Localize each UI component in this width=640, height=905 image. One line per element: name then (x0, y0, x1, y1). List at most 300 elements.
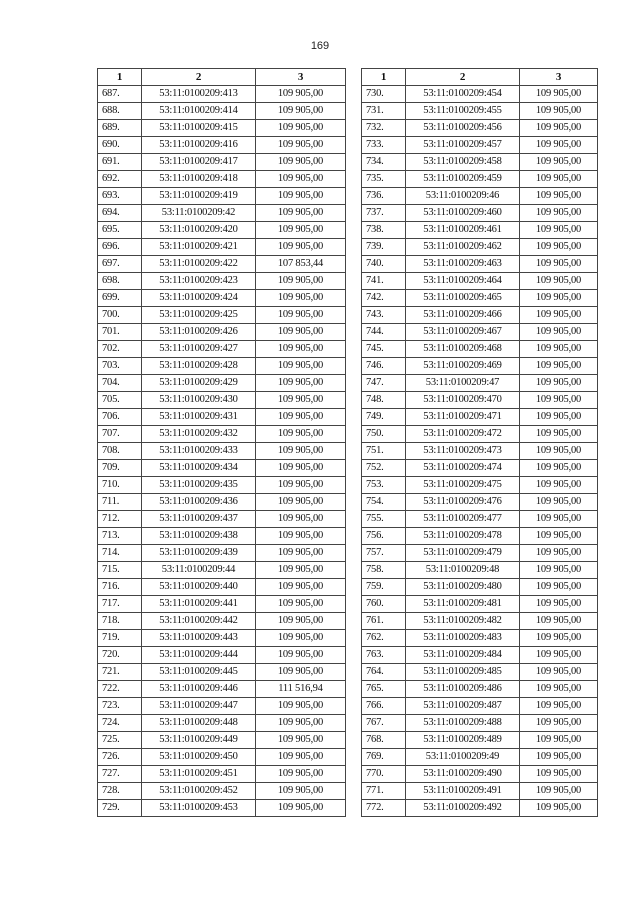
row-number: 722. (98, 681, 142, 698)
cadastral-number: 53:11:0100209:470 (406, 392, 520, 409)
cadastral-value: 109 905,00 (520, 290, 598, 307)
table-row (98, 222, 346, 239)
cadastral-value: 109 905,00 (520, 86, 598, 103)
table-row (98, 596, 346, 613)
row-number: 694. (98, 205, 142, 222)
table-row (98, 307, 346, 324)
row-number: 701. (98, 324, 142, 341)
cadastral-number: 53:11:0100209:449 (142, 732, 256, 749)
cadastral-number: 53:11:0100209:477 (406, 511, 520, 528)
row-number: 688. (98, 103, 142, 120)
register-table-left (97, 68, 346, 817)
cadastral-number: 53:11:0100209:451 (142, 766, 256, 783)
cadastral-value: 109 905,00 (520, 647, 598, 664)
cadastral-number: 53:11:0100209:468 (406, 341, 520, 358)
cadastral-value: 109 905,00 (520, 324, 598, 341)
cadastral-number: 53:11:0100209:417 (142, 154, 256, 171)
cadastral-number: 53:11:0100209:438 (142, 528, 256, 545)
cadastral-value: 109 905,00 (256, 239, 346, 256)
row-number: 738. (362, 222, 406, 239)
cadastral-number: 53:11:0100209:442 (142, 613, 256, 630)
table-row (362, 494, 598, 511)
cadastral-number: 53:11:0100209:49 (406, 749, 520, 766)
cadastral-value: 109 905,00 (520, 545, 598, 562)
table-row (98, 528, 346, 545)
row-number: 718. (98, 613, 142, 630)
cadastral-number: 53:11:0100209:422 (142, 256, 256, 273)
cadastral-number: 53:11:0100209:425 (142, 307, 256, 324)
row-number: 704. (98, 375, 142, 392)
table-row (98, 426, 346, 443)
cadastral-number: 53:11:0100209:453 (142, 800, 256, 817)
row-number: 769. (362, 749, 406, 766)
cadastral-number: 53:11:0100209:461 (406, 222, 520, 239)
register-table-right (361, 68, 598, 817)
table-row (98, 256, 346, 273)
cadastral-number: 53:11:0100209:481 (406, 596, 520, 613)
row-number: 759. (362, 579, 406, 596)
row-number: 715. (98, 562, 142, 579)
row-number: 732. (362, 120, 406, 137)
row-number: 766. (362, 698, 406, 715)
row-number: 753. (362, 477, 406, 494)
row-number: 757. (362, 545, 406, 562)
cadastral-value: 109 905,00 (520, 222, 598, 239)
row-number: 751. (362, 443, 406, 460)
cadastral-value: 109 905,00 (520, 749, 598, 766)
cadastral-value: 109 905,00 (256, 205, 346, 222)
row-number: 746. (362, 358, 406, 375)
table-row (362, 443, 598, 460)
table-row (362, 477, 598, 494)
cadastral-number: 53:11:0100209:484 (406, 647, 520, 664)
row-number: 687. (98, 86, 142, 103)
cadastral-value: 109 905,00 (520, 630, 598, 647)
cadastral-number: 53:11:0100209:471 (406, 409, 520, 426)
cadastral-value: 109 905,00 (256, 341, 346, 358)
cadastral-number: 53:11:0100209:434 (142, 460, 256, 477)
cadastral-value: 109 905,00 (520, 205, 598, 222)
cadastral-number: 53:11:0100209:466 (406, 307, 520, 324)
cadastral-value: 109 905,00 (520, 341, 598, 358)
cadastral-number: 53:11:0100209:427 (142, 341, 256, 358)
table-row (362, 579, 598, 596)
table-row (362, 630, 598, 647)
cadastral-value: 109 905,00 (520, 783, 598, 800)
cadastral-number: 53:11:0100209:472 (406, 426, 520, 443)
table-row (98, 749, 346, 766)
cadastral-number: 53:11:0100209:465 (406, 290, 520, 307)
table-row (362, 273, 598, 290)
cadastral-number: 53:11:0100209:437 (142, 511, 256, 528)
row-number: 696. (98, 239, 142, 256)
table-row (362, 783, 598, 800)
table-row (98, 171, 346, 188)
row-number: 744. (362, 324, 406, 341)
cadastral-number: 53:11:0100209:456 (406, 120, 520, 137)
row-number: 765. (362, 681, 406, 698)
table-row (98, 341, 346, 358)
cadastral-value: 109 905,00 (520, 715, 598, 732)
cadastral-value: 109 905,00 (256, 120, 346, 137)
cadastral-number: 53:11:0100209:458 (406, 154, 520, 171)
column-header-value: 3 (520, 69, 598, 86)
cadastral-number: 53:11:0100209:429 (142, 375, 256, 392)
table-row (98, 545, 346, 562)
row-number: 758. (362, 562, 406, 579)
cadastral-number: 53:11:0100209:443 (142, 630, 256, 647)
table-row (98, 800, 346, 817)
table-row (362, 664, 598, 681)
row-number: 729. (98, 800, 142, 817)
cadastral-value: 109 905,00 (256, 562, 346, 579)
table-row (362, 375, 598, 392)
column-header-number: 1 (98, 69, 142, 86)
cadastral-value: 109 905,00 (256, 613, 346, 630)
table-row (362, 426, 598, 443)
table-row (98, 273, 346, 290)
table-row (98, 698, 346, 715)
cadastral-number: 53:11:0100209:445 (142, 664, 256, 681)
table-row (98, 494, 346, 511)
cadastral-value: 109 905,00 (520, 426, 598, 443)
cadastral-value: 107 853,44 (256, 256, 346, 273)
cadastral-value: 109 905,00 (256, 154, 346, 171)
cadastral-number: 53:11:0100209:455 (406, 103, 520, 120)
table-row (362, 766, 598, 783)
cadastral-value: 109 905,00 (520, 766, 598, 783)
cadastral-number: 53:11:0100209:433 (142, 443, 256, 460)
cadastral-value: 109 905,00 (520, 171, 598, 188)
table-row (362, 171, 598, 188)
cadastral-number: 53:11:0100209:441 (142, 596, 256, 613)
cadastral-number: 53:11:0100209:432 (142, 426, 256, 443)
row-number: 703. (98, 358, 142, 375)
table-row (98, 120, 346, 137)
table-row (98, 647, 346, 664)
cadastral-value: 109 905,00 (520, 494, 598, 511)
cadastral-number: 53:11:0100209:478 (406, 528, 520, 545)
table-row (98, 239, 346, 256)
cadastral-number: 53:11:0100209:467 (406, 324, 520, 341)
table-row (362, 460, 598, 477)
table-row (98, 103, 346, 120)
table-row (362, 392, 598, 409)
row-number: 705. (98, 392, 142, 409)
cadastral-value: 109 905,00 (520, 392, 598, 409)
cadastral-value: 109 905,00 (256, 511, 346, 528)
cadastral-value: 109 905,00 (256, 103, 346, 120)
table-row (98, 579, 346, 596)
cadastral-value: 109 905,00 (256, 477, 346, 494)
table-row (98, 409, 346, 426)
cadastral-value: 109 905,00 (520, 443, 598, 460)
cadastral-value: 109 905,00 (256, 86, 346, 103)
table-row (98, 290, 346, 307)
cadastral-value: 109 905,00 (256, 137, 346, 154)
cadastral-number: 53:11:0100209:423 (142, 273, 256, 290)
row-number: 716. (98, 579, 142, 596)
row-number: 708. (98, 443, 142, 460)
cadastral-number: 53:11:0100209:483 (406, 630, 520, 647)
row-number: 735. (362, 171, 406, 188)
table-row (98, 715, 346, 732)
cadastral-value: 109 905,00 (520, 511, 598, 528)
cadastral-number: 53:11:0100209:490 (406, 766, 520, 783)
row-number: 719. (98, 630, 142, 647)
cadastral-value: 109 905,00 (520, 698, 598, 715)
row-number: 700. (98, 307, 142, 324)
table-row (98, 562, 346, 579)
cadastral-number: 53:11:0100209:469 (406, 358, 520, 375)
row-number: 736. (362, 188, 406, 205)
cadastral-number: 53:11:0100209:419 (142, 188, 256, 205)
row-number: 697. (98, 256, 142, 273)
row-number: 691. (98, 154, 142, 171)
cadastral-number: 53:11:0100209:450 (142, 749, 256, 766)
table-header-row (98, 69, 346, 86)
table-row (362, 341, 598, 358)
cadastral-number: 53:11:0100209:464 (406, 273, 520, 290)
row-number: 714. (98, 545, 142, 562)
cadastral-value: 109 905,00 (256, 664, 346, 681)
table-row (98, 766, 346, 783)
right-table-body (362, 86, 598, 817)
cadastral-value: 109 905,00 (256, 596, 346, 613)
table-row (362, 154, 598, 171)
row-number: 723. (98, 698, 142, 715)
cadastral-number: 53:11:0100209:444 (142, 647, 256, 664)
table-row (98, 681, 346, 698)
cadastral-number: 53:11:0100209:476 (406, 494, 520, 511)
row-number: 763. (362, 647, 406, 664)
row-number: 711. (98, 494, 142, 511)
cadastral-value: 109 905,00 (256, 528, 346, 545)
cadastral-value: 109 905,00 (520, 596, 598, 613)
row-number: 690. (98, 137, 142, 154)
row-number: 743. (362, 307, 406, 324)
row-number: 734. (362, 154, 406, 171)
row-number: 720. (98, 647, 142, 664)
cadastral-value: 111 516,94 (256, 681, 346, 698)
row-number: 764. (362, 664, 406, 681)
row-number: 726. (98, 749, 142, 766)
row-number: 770. (362, 766, 406, 783)
table-row (362, 545, 598, 562)
cadastral-number: 53:11:0100209:487 (406, 698, 520, 715)
table-row (362, 647, 598, 664)
table-row (362, 596, 598, 613)
table-row (98, 783, 346, 800)
cadastral-value: 109 905,00 (256, 545, 346, 562)
cadastral-value: 109 905,00 (256, 749, 346, 766)
column-header-value: 3 (256, 69, 346, 86)
table-row (98, 630, 346, 647)
cadastral-value: 109 905,00 (256, 358, 346, 375)
cadastral-value: 109 905,00 (256, 426, 346, 443)
row-number: 760. (362, 596, 406, 613)
cadastral-value: 109 905,00 (520, 732, 598, 749)
cadastral-value: 109 905,00 (256, 630, 346, 647)
cadastral-value: 109 905,00 (256, 171, 346, 188)
row-number: 750. (362, 426, 406, 443)
cadastral-value: 109 905,00 (520, 477, 598, 494)
cadastral-number: 53:11:0100209:424 (142, 290, 256, 307)
table-row (98, 511, 346, 528)
table-row (98, 392, 346, 409)
cadastral-value: 109 905,00 (520, 664, 598, 681)
cadastral-value: 109 905,00 (256, 460, 346, 477)
cadastral-number: 53:11:0100209:42 (142, 205, 256, 222)
row-number: 702. (98, 341, 142, 358)
cadastral-number: 53:11:0100209:47 (406, 375, 520, 392)
table-row (98, 375, 346, 392)
table-row (362, 800, 598, 817)
cadastral-value: 109 905,00 (256, 579, 346, 596)
row-number: 739. (362, 239, 406, 256)
table-row (98, 358, 346, 375)
table-row (98, 137, 346, 154)
row-number: 713. (98, 528, 142, 545)
cadastral-number: 53:11:0100209:435 (142, 477, 256, 494)
cadastral-value: 109 905,00 (520, 307, 598, 324)
row-number: 747. (362, 375, 406, 392)
table-row (98, 188, 346, 205)
cadastral-number: 53:11:0100209:491 (406, 783, 520, 800)
row-number: 707. (98, 426, 142, 443)
cadastral-value: 109 905,00 (256, 375, 346, 392)
table-row (362, 137, 598, 154)
table-row (362, 290, 598, 307)
cadastral-number: 53:11:0100209:421 (142, 239, 256, 256)
cadastral-number: 53:11:0100209:431 (142, 409, 256, 426)
table-row (98, 613, 346, 630)
left-table-body (98, 86, 346, 817)
cadastral-number: 53:11:0100209:446 (142, 681, 256, 698)
row-number: 741. (362, 273, 406, 290)
column-header-cadastral: 2 (142, 69, 256, 86)
row-number: 771. (362, 783, 406, 800)
table-row (362, 222, 598, 239)
cadastral-number: 53:11:0100209:448 (142, 715, 256, 732)
cadastral-number: 53:11:0100209:48 (406, 562, 520, 579)
cadastral-value: 109 905,00 (256, 188, 346, 205)
row-number: 733. (362, 137, 406, 154)
row-number: 695. (98, 222, 142, 239)
row-number: 745. (362, 341, 406, 358)
row-number: 706. (98, 409, 142, 426)
cadastral-value: 109 905,00 (520, 613, 598, 630)
cadastral-number: 53:11:0100209:44 (142, 562, 256, 579)
table-row (98, 86, 346, 103)
table-row (362, 562, 598, 579)
cadastral-number: 53:11:0100209:426 (142, 324, 256, 341)
cadastral-value: 109 905,00 (256, 409, 346, 426)
row-number: 762. (362, 630, 406, 647)
row-number: 725. (98, 732, 142, 749)
cadastral-value: 109 905,00 (520, 358, 598, 375)
table-row (362, 103, 598, 120)
row-number: 748. (362, 392, 406, 409)
column-header-cadastral: 2 (406, 69, 520, 86)
row-number: 721. (98, 664, 142, 681)
table-row (362, 528, 598, 545)
cadastral-number: 53:11:0100209:418 (142, 171, 256, 188)
cadastral-value: 109 905,00 (256, 732, 346, 749)
row-number: 768. (362, 732, 406, 749)
cadastral-number: 53:11:0100209:460 (406, 205, 520, 222)
row-number: 749. (362, 409, 406, 426)
row-number: 709. (98, 460, 142, 477)
cadastral-value: 109 905,00 (256, 443, 346, 460)
cadastral-number: 53:11:0100209:473 (406, 443, 520, 460)
cadastral-value: 109 905,00 (256, 715, 346, 732)
row-number: 772. (362, 800, 406, 817)
page-number: 169 (310, 40, 330, 52)
table-row (98, 443, 346, 460)
cadastral-number: 53:11:0100209:486 (406, 681, 520, 698)
table-row (362, 511, 598, 528)
cadastral-number: 53:11:0100209:440 (142, 579, 256, 596)
row-number: 698. (98, 273, 142, 290)
row-number: 712. (98, 511, 142, 528)
row-number: 742. (362, 290, 406, 307)
cadastral-number: 53:11:0100209:428 (142, 358, 256, 375)
cadastral-value: 109 905,00 (256, 222, 346, 239)
cadastral-value: 109 905,00 (256, 324, 346, 341)
cadastral-value: 109 905,00 (520, 188, 598, 205)
cadastral-value: 109 905,00 (520, 137, 598, 154)
cadastral-number: 53:11:0100209:46 (406, 188, 520, 205)
cadastral-value: 109 905,00 (520, 800, 598, 817)
cadastral-number: 53:11:0100209:414 (142, 103, 256, 120)
cadastral-number: 53:11:0100209:459 (406, 171, 520, 188)
table-row (362, 120, 598, 137)
table-row (362, 205, 598, 222)
row-number: 767. (362, 715, 406, 732)
row-number: 752. (362, 460, 406, 477)
table-row (98, 205, 346, 222)
table-row (362, 239, 598, 256)
table-row (362, 307, 598, 324)
cadastral-value: 109 905,00 (256, 647, 346, 664)
row-number: 689. (98, 120, 142, 137)
cadastral-value: 109 905,00 (256, 766, 346, 783)
cadastral-number: 53:11:0100209:439 (142, 545, 256, 562)
cadastral-value: 109 905,00 (256, 698, 346, 715)
cadastral-value: 109 905,00 (520, 273, 598, 290)
table-row (98, 732, 346, 749)
table-row (362, 613, 598, 630)
cadastral-number: 53:11:0100209:463 (406, 256, 520, 273)
cadastral-number: 53:11:0100209:488 (406, 715, 520, 732)
cadastral-number: 53:11:0100209:447 (142, 698, 256, 715)
row-number: 737. (362, 205, 406, 222)
cadastral-value: 109 905,00 (520, 375, 598, 392)
row-number: 727. (98, 766, 142, 783)
row-number: 693. (98, 188, 142, 205)
table-row (362, 715, 598, 732)
table-row (98, 477, 346, 494)
table-row (98, 460, 346, 477)
table-row (362, 698, 598, 715)
row-number: 699. (98, 290, 142, 307)
row-number: 731. (362, 103, 406, 120)
row-number: 755. (362, 511, 406, 528)
cadastral-value: 109 905,00 (520, 103, 598, 120)
cadastral-value: 109 905,00 (520, 460, 598, 477)
row-number: 710. (98, 477, 142, 494)
